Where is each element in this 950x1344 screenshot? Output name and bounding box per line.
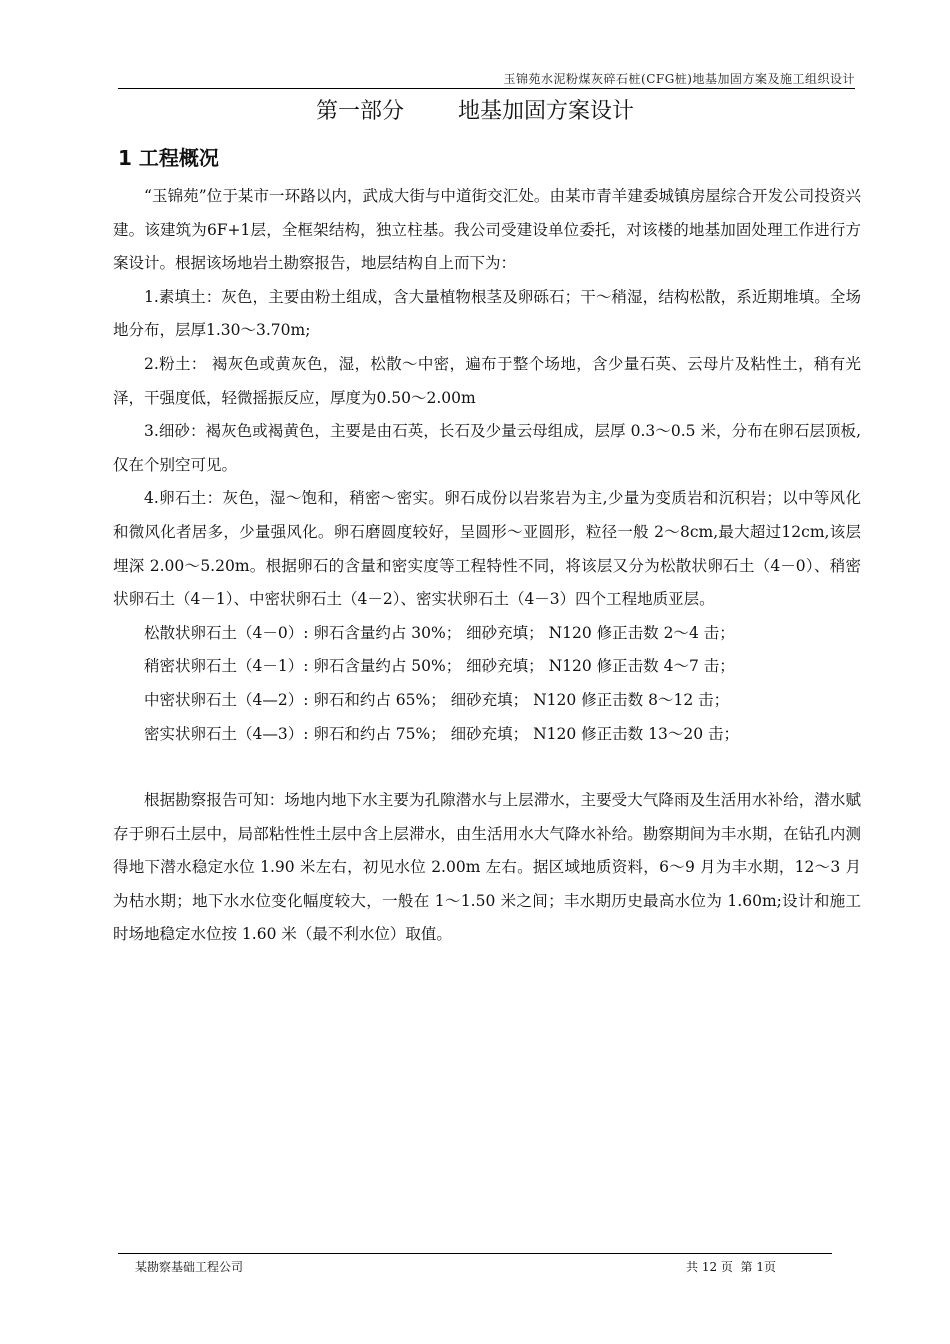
stratum-paragraph: 2.粉土： 褐灰色或黄灰色，湿，松散～中密，遍布于整个场地，含少量石英、云母片及粘性土，稍有光泽，干强度低，轻微摇振反应，厚度为0.50～2.00m (113, 354, 861, 407)
part-name: 地基加固方案设计 (458, 99, 635, 124)
page-title (0, 94, 950, 125)
intro-paragraph: “玉锦苑”位于某市一环路以内，武成大街与中道街交汇处。由某市青羊建委城镇房屋综合开发公司投资兴建。该建筑为6F+1层，全框架结构，独立柱基。我公司受建设单位委托，对该楼的地基加固处理工作进行方案设计。根据该场地岩土勘察报告，地层结构自上而下为： (113, 187, 861, 273)
stratum-paragraph: 4.卵石土：灰色，湿～饱和，稍密～密实。卵石成份以岩浆岩为主,少量为变质岩和沉积岩；以中等风化和微风化者居多，少量强风化。卵石磨圆度较好，呈圆形～亚圆形，粒径一般 2～8cm,最大超过12cm,该层埋深 2.00～5.20m。根据卵石的含量和密实度等工程特性不同，将该层又分为松散状卵石土（4－0）、稍密状卵石土（4－1）、中密状卵石土（4－2）、密实状卵石土（4－3）四个工程地质亚层。 (113, 489, 861, 609)
sublayer-line: 稍密状卵石土（4－1）: 卵石含量约占 50%； 细砂充填； N120 修正击数 4～7 击； (144, 657, 735, 676)
footer-company: 某勘察基础工程公司 (135, 1260, 244, 1274)
stratum-paragraph: 1.素填土：灰色，主要由粉土组成，含大量植物根茎及卵砾石；干～稍湿，结构松散，系近期堆填。全场地分布，层厚1.30～3.70m; (113, 287, 861, 340)
sublayer-line: 中密状卵石土（4—2）: 卵石和约占 65%； 细砂充填； N120 修正击数 8～12 击； (144, 690, 730, 709)
sublayer-line: 密实状卵石土（4—3）: 卵石和约占 75%； 细砂充填； N120 修正击数 13～20 击； (144, 724, 739, 743)
section-heading: 1 工程概况 (118, 146, 219, 170)
stratum-paragraph: 3.细砂：褐灰色或褐黄色，主要是由石英，长石及少量云母组成，层厚 0.3～0.5 米，分布在卵石层顶板,仅在个别空可见。 (113, 422, 861, 474)
running-header: 玉锦苑水泥粉煤灰碎石桩(CFG桩)地基加固方案及施工组织设计 (503, 72, 855, 86)
header-divider (118, 88, 855, 89)
groundwater-paragraph: 根据勘察报告可知：场地内地下水主要为孔隙潜水与上层滞水，主要受大气降雨及生活用水补给，潜水赋存于卵石土层中，局部粘性性土层中含上层滞水，由生活用水大气降水补给。勘察期间为丰水期，在钻孔内测得地下潜水稳定水位 1.90 米左右，初见水位 2.00m 左右。据区域地质资料，6～9 月为丰水期，12～3 月为枯水期；地下水水位变化幅度较大，一般在 1～1.50 米之间；丰水期历史最高水位为 1.60m;设计和施工时场地稳定水位按 1.60 米（最不利水位）取值。 (113, 791, 861, 944)
footer-page-info: 共 12 页 第 1页 (686, 1260, 776, 1274)
sublayer-line: 松散状卵石土（4－0）: 卵石含量约占 30%； 细砂充填； N120 修正击数 2～4 击； (144, 623, 735, 642)
document-body (113, 180, 861, 952)
footer-divider (118, 1253, 832, 1254)
part-label: 第一部分 (315, 99, 404, 124)
